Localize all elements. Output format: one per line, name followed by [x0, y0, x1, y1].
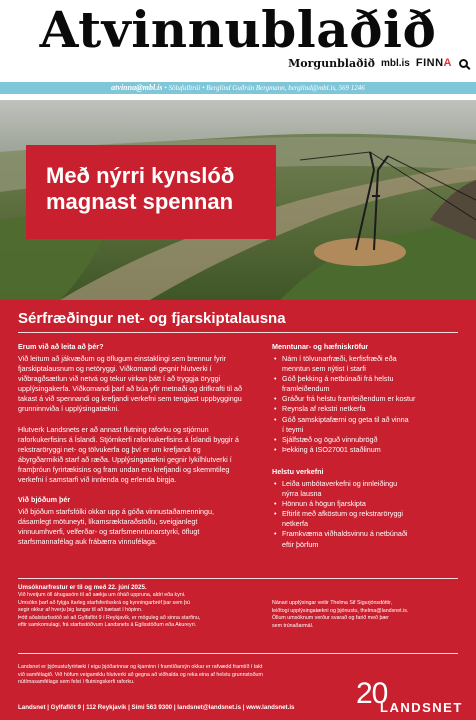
- list-item-cont: framleiðendum: [282, 384, 330, 394]
- tasks-heading: Helstu verkefni: [272, 466, 324, 476]
- brand-row: [288, 56, 468, 70]
- list-item: • Leiða umbótaverkefni og innleiðingu: [272, 479, 458, 489]
- list-item: • Þekking á ISO27001 staðlinum: [272, 445, 458, 455]
- landsnet-logo[interactable]: [356, 677, 466, 716]
- masthead: [0, 0, 476, 84]
- application-info: Umsóknarfrestur er til og með 22. júní 2025. Við hvetjum öll áhugasöm til að sækja um óháð uppruna, aldri eða kyni. Umsókn þarf að fylgja ítarleg starfsferilsskrá og kynningarbréf þar sem þú segir okkur af hverju þig langar til að bætast í hópinn. Þótt aðalstarfsstöð sé að Gylfaflöt 9 í Reykjavík, er möguleg að sinna starfinu, eftir samkomulagi, frá starfsstöðvum Landsnets á Egilsstöðum eða Akureyri.: [18, 583, 258, 630]
- contact-details: • Sölufulltrúi • Berglind Guðrún Bergmann, berglind@mbl.is, 569 1246: [162, 84, 365, 92]
- divider: [18, 653, 458, 654]
- footer-address: Landsnet | Gylfaflöt 9 | 112 Reykjavík | Sími 563 9300 | landsnet@landsnet.is | www.landsnet.is: [18, 704, 295, 711]
- requirements-list: [272, 354, 458, 455]
- list-item: • Framkvæma viðhaldsvinnu á netbúnaði: [272, 529, 458, 539]
- intro-paragraph: Við leitum að jákvæðum og öflugum einstaklingi sem brennur fyrir fjarskiptalausnum og netöryggi. Viðkomandi gegnir hlutverki í viðbragðsætlun við netvá og tekur virkan þátt í að tryggja öryggi upplýsingakerfa. Viðkomandi þarf að búa yfir metnaði og drifkrafti til að takast á við spennandi og krefjandi verkefni sem tengjast uppbyggingu grunninnviða í upplýsingatækni.: [18, 354, 242, 414]
- list-item-cont: netkerfa: [282, 519, 308, 529]
- headline-box: [26, 145, 276, 239]
- list-item: • Eftirlit með afköstum og rekstraröryggi: [272, 509, 458, 519]
- contact-info: Nánari upplýsingar veitir Thelma Sif Sigurjónsdóttir, leiðtogi upplýsingatækni og þjónustu, thelma@landsnet.is. Öllum umsóknum verður svarað og farið með þær sem trúnaðarmál.: [272, 600, 409, 629]
- mblis-logo[interactable]: mbl.is: [380, 57, 410, 69]
- list-item: • Hönnun á högun fjarskipta: [272, 499, 458, 509]
- requirements-heading: Menntunar- og hæfniskröfur: [272, 342, 369, 351]
- contact-email-link[interactable]: atvinna@mbl.is: [111, 83, 163, 92]
- headline-line-2: magnast spennan: [46, 189, 234, 214]
- list-item: • Gráður frá helstu framleiðendum er kostur: [272, 394, 458, 404]
- list-item: • Reynsla af rekstri netkerfa: [272, 404, 458, 414]
- contact-bar: [0, 82, 476, 94]
- list-item-cont: í teymi: [282, 424, 304, 434]
- left-column: [18, 338, 244, 558]
- about-landsnet: Landsnet er þjónustufyrirtæki í eigu þjóðarinnar og kjarninn í framtíðarsýn okkar er rafvædd framtíð í takt við samfélagið. Við höfum veigamiklu hlutverki að gegna að viðhalda og reka eina af helstu grunnstoðum nútímasamfélags sem felst í flutningskerfi raforku.: [18, 664, 263, 686]
- list-item-cont: menntun sem nýtist í starfi: [282, 364, 366, 374]
- logo-wordmark: LANDSNET: [380, 700, 463, 715]
- list-item: • Góð þekking á netbúnaði frá helstu: [272, 374, 458, 384]
- finna-logo[interactable]: FINNA: [415, 57, 452, 69]
- headline-line-1: Með nýrri kynslóð: [46, 163, 235, 188]
- job-title: Sérfræðingur net- og fjarskiptalausna: [18, 310, 286, 327]
- list-item: • Nám í tölvunarfræði, kerfisfræði eða: [272, 354, 458, 364]
- search-icon[interactable]: [459, 59, 468, 68]
- deadline: Umsóknarfrestur er til og með 22. júní 2025.: [18, 584, 147, 591]
- divider: [18, 578, 458, 579]
- job-ad-content: [0, 300, 476, 720]
- morgunbladid-logo[interactable]: Morgunblaðið: [288, 56, 375, 70]
- section-heading: Við bjóðum þér: [18, 495, 71, 505]
- section-heading: Erum við að leita að þér?: [18, 342, 104, 351]
- list-item: • Góð samskiptafærni og geta til að vinna: [272, 415, 458, 425]
- list-item: • Sjálfstæð og öguð vinnubrögð: [272, 435, 458, 445]
- company-paragraph: Hlutverk Landsnets er að annast flutning raforku og stjórnun raforkukerfisins á Íslandi. Stjórnkerfi raforkukerfisins á Íslandi byggir á rekstraröryggi net- og tölvukerfa og því er um krefjandi og ábyrgðarmikið starf að ræða. Upplýsingatækni gegnir lykilhlutverki í framþróun fyrirtækisins og fram undan eru krefjandi og skemmtileg verkefni í samstarfi við innlenda og erlenda birgja.: [18, 424, 239, 485]
- list-item-cont: eftir þörfum: [282, 539, 319, 549]
- masthead-title: Atvinnublaðið: [39, 0, 437, 59]
- list-item-cont: nýrra lausna: [282, 489, 322, 499]
- right-column: [272, 338, 458, 562]
- benefits-paragraph: Við bjóðum starfsfólki okkar upp á góða vinnustaðamenningu, dásamlegt mötuneyti, líkamsræktaraðstöðu, sveigjanlegt vinnuumhverfi, velferðar- og starfsmenntunarstyrki, öflugt starfsmannafélag auk frábærra vinnufélaga.: [18, 507, 215, 547]
- divider: [18, 332, 458, 333]
- tasks-list: [272, 479, 458, 550]
- logo-anniversary-number: 20: [356, 677, 388, 710]
